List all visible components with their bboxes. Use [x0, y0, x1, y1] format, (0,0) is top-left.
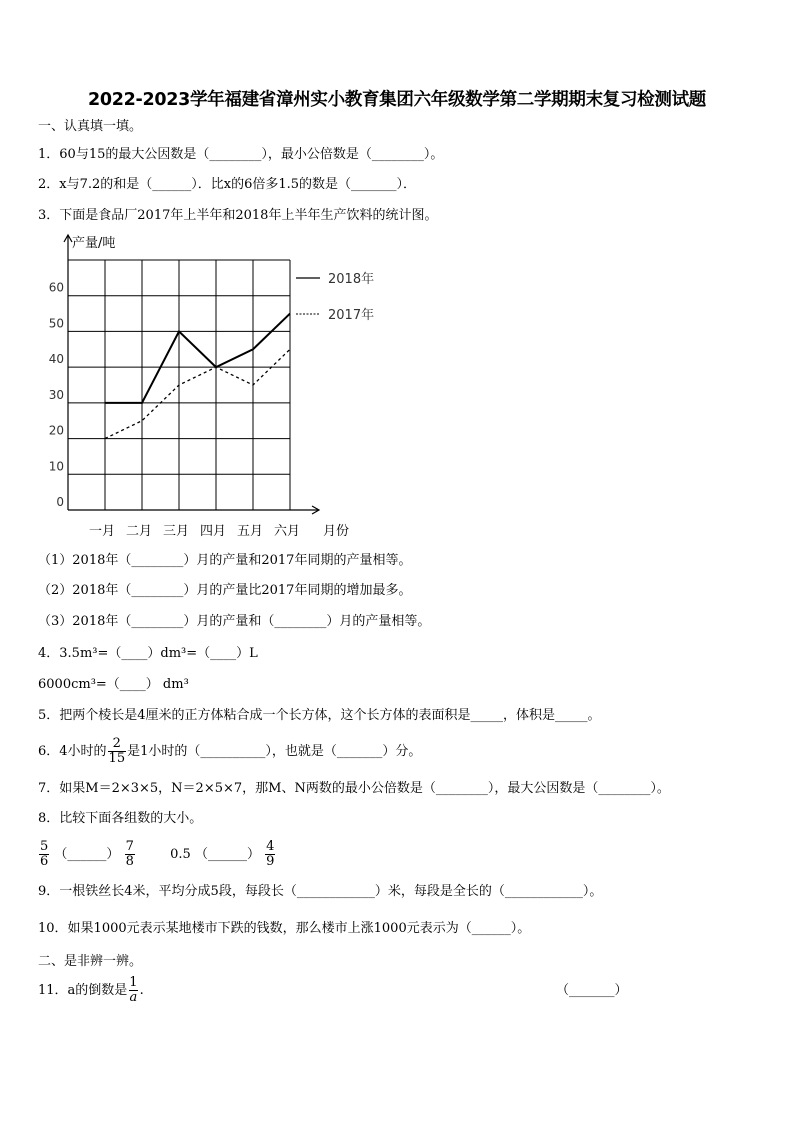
series-line-2018年 — [105, 314, 290, 403]
y-tick-label: 50 — [48, 316, 64, 331]
compare-fraction-b — [125, 840, 135, 869]
compare-blank-1[interactable]: （______） — [54, 847, 120, 862]
x-tick-label: 一月 — [88, 524, 116, 539]
page-title: 2022-2023学年福建省漳州实小教育集团六年级数学第二学期期末复习检测试题 — [88, 90, 706, 110]
question-4-part-b: 6000cm³=（____） dm³ — [38, 677, 189, 692]
question-8-comparisons — [38, 836, 276, 874]
fraction-numerator: 4 — [266, 839, 275, 854]
fraction-numerator: 2 — [112, 736, 121, 751]
y-tick-label: 30 — [48, 387, 64, 402]
question-6-suffix: 是1小时的（__________），也就是（_______）分。 — [127, 744, 422, 759]
question-3-sub-1: （1）2018年（________）月的产量和2017年同期的产量相等。 — [38, 553, 412, 568]
y-tick-label: 0 — [56, 495, 64, 509]
y-tick-label: 60 — [48, 280, 64, 295]
fraction-denominator: 9 — [266, 854, 275, 869]
x-tick-label: 五月 — [236, 524, 264, 539]
section-1-heading: 一、认真填一填。 — [38, 119, 143, 134]
compare-value-c: 0.5 — [170, 847, 191, 862]
x-tick-label: 三月 — [162, 524, 190, 539]
question-7: 7．如果M＝2×3×5，N＝2×5×7，那M、N两数的最小公倍数是（________），最大公因数是（________）。 — [38, 781, 670, 796]
legend-label: 2018年 — [328, 272, 375, 287]
y-tick-label: 10 — [48, 459, 64, 474]
question-10: 10．如果1000元表示某地楼市下跌的钱数，那么楼市上涨1000元表示为（______）。 — [38, 921, 531, 936]
question-3-sub-2: （2）2018年（________）月的产量比2017年同期的增加最多。 — [38, 583, 412, 598]
y-axis-label: 产量/吨 — [72, 236, 116, 251]
question-6-fraction — [108, 737, 127, 766]
question-4-part-a: 4．3.5m³=（____）dm³=（____）L — [38, 646, 258, 661]
x-axis-label: 月份 — [323, 524, 350, 539]
question-5: 5．把两个棱长是4厘米的正方体粘合成一个长方体，这个长方体的表面积是_____，体积是_____。 — [38, 708, 601, 723]
chart-series — [105, 314, 290, 439]
fraction-numerator: 1 — [129, 975, 138, 990]
question-11-fraction — [128, 976, 138, 1005]
question-9: 9．一根铁丝长4米，平均分成5段，每段长（____________）米，每段是全长的（____________）。 — [38, 884, 603, 899]
question-11-suffix: . — [139, 983, 144, 998]
chart-axes — [64, 235, 319, 514]
production-line-chart — [38, 228, 398, 546]
x-tick-label: 二月 — [125, 524, 153, 539]
x-tick-label: 六月 — [273, 524, 301, 539]
question-3-sub-3: （3）2018年（________）月的产量和（________）月的产量相等。 — [38, 614, 431, 629]
question-11 — [38, 972, 628, 1010]
true-false-blank[interactable]: （_______） — [556, 983, 628, 998]
fraction-denominator: 6 — [40, 854, 49, 869]
question-1: 1．60与15的最大公因数是（________），最小公倍数是（________）。 — [38, 147, 444, 162]
question-6-prefix: 6．4小时的 — [38, 744, 107, 759]
question-6 — [38, 734, 421, 770]
x-tick-labels — [89, 524, 300, 539]
question-8: 8．比较下面各组数的大小。 — [38, 811, 203, 826]
compare-fraction-a — [39, 840, 49, 869]
series-line-2017年 — [105, 349, 290, 438]
fraction-numerator: 5 — [40, 839, 49, 854]
compare-fraction-d — [265, 840, 275, 869]
fraction-denominator: a — [129, 990, 138, 1005]
y-tick-label: 20 — [48, 423, 64, 438]
fraction-numerator: 7 — [125, 839, 134, 854]
y-tick-label: 40 — [48, 352, 64, 367]
chart-legend — [296, 271, 374, 323]
question-11-prefix: 11．a的倒数是 — [38, 983, 128, 998]
y-tick-labels — [49, 281, 64, 509]
x-tick-label: 四月 — [199, 524, 227, 539]
fraction-denominator: 8 — [125, 854, 134, 869]
question-2: 2．x与7.2的和是（______）．比x的6倍多1.5的数是（_______）． — [38, 177, 417, 192]
question-3: 3．下面是食品厂2017年上半年和2018年上半年生产饮料的统计图。 — [38, 208, 438, 223]
compare-blank-2[interactable]: （______） — [194, 847, 260, 862]
legend-label: 2017年 — [328, 308, 375, 323]
section-2-heading: 二、是非辨一辨。 — [38, 954, 143, 969]
fraction-denominator: 15 — [108, 751, 126, 766]
